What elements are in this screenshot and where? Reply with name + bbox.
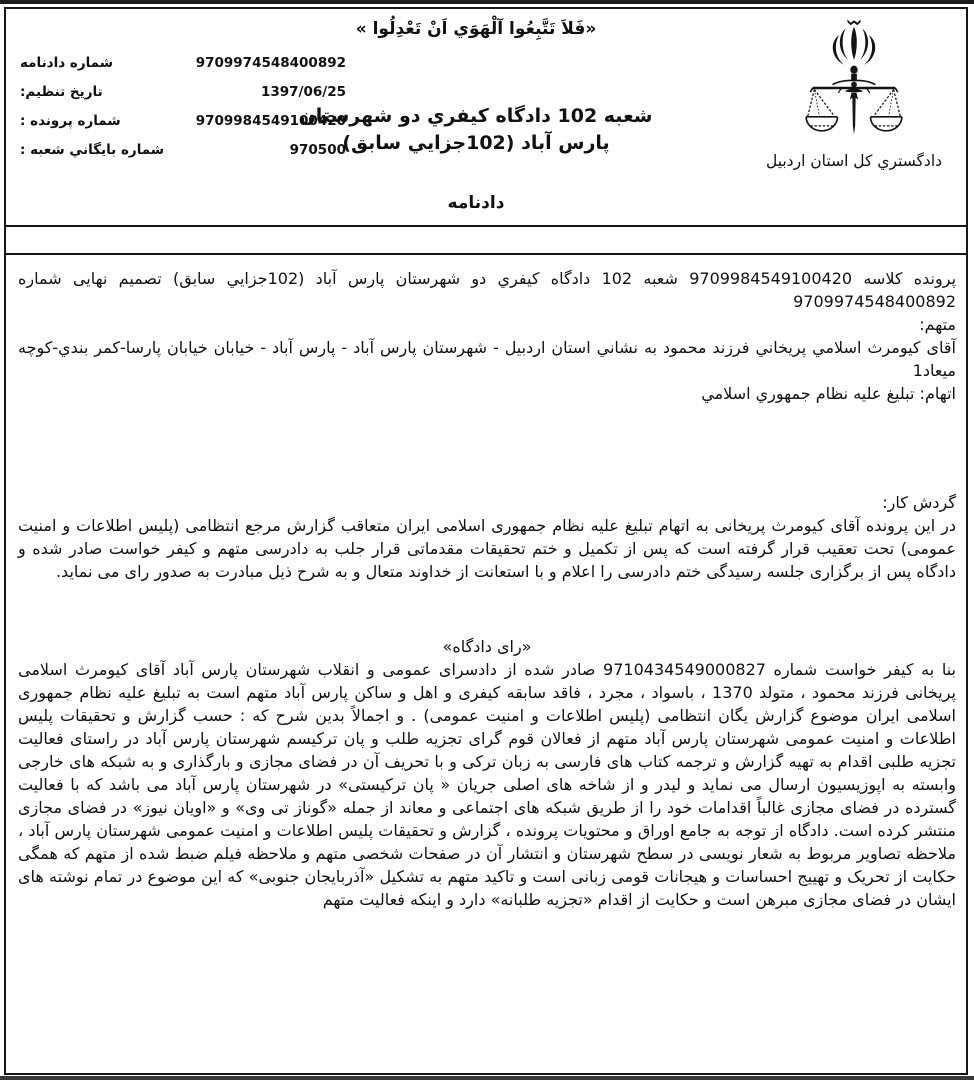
justice-department-block — [764, 13, 944, 172]
scan-edge-bottom — [0, 1076, 974, 1080]
defendant-label: متهم: — [919, 315, 956, 334]
quran-quote: «فَلاَ تَتَّبِعُوا آلْهَوَي اَنْ تَعْدِلُوا » — [355, 19, 597, 39]
field-verdict-number — [20, 55, 346, 71]
archive-number-label: شماره بایگاني شعبه : — [20, 142, 165, 158]
justice-department-name: دادگستري کل استان اردبیل — [765, 152, 943, 170]
scan-edge-top — [0, 0, 974, 4]
judiciary-scales-emblem — [804, 17, 904, 149]
procedure-text: در این پرونده آقای کیومرث پریخانی به اتهام تبلیغ علیه نظام جمهوری اسلامی ایران متعاقب گزارش مرجع انتظامی (پلیس اطلاعات و امنیت عمومی) تحت تعقیب قرار گرفته است که پس از تکمیل و ختم تحقیقات مقدماتی قرار جلب به دادرسی متهم و کیفر خواست صادر شده و دادگاه پس از برگزاری جلسه رسیدگی ختم دادرسی را اعلام و با استعانت از خداوند متعال و به شرح ذیل مبادرت به صدور رای می نماید. — [18, 516, 956, 581]
verdict-number-label: شماره دادنامه — [20, 55, 114, 71]
field-issue-date — [20, 84, 346, 100]
archive-number-value: 970500 — [289, 142, 346, 158]
divider-band — [6, 227, 966, 255]
verdict-heading: «رای دادگاه» — [442, 637, 532, 656]
defendant-info: آقای کیومرث اسلامي پریخاني فرزند محمود به نشاني استان اردبیل - شهرستان پارس آباد - پارس آباد - خیابان خیابان پارسا-کمر بندي-کوچه میعاد1 — [18, 338, 956, 380]
court-branch-name: شعبه 102 دادگاه کیفري دو شهرستان پارس آباد (102جزایي سابق) — [299, 105, 653, 154]
issue-date-value: 1397/06/25 — [260, 84, 346, 100]
document-header — [6, 9, 966, 227]
case-number-value: 9709984549100420 — [195, 113, 346, 129]
issue-date-label: تاریخ تنظیم: — [20, 84, 103, 100]
verdict-number-value: 9709974548400892 — [195, 55, 346, 71]
procedure-heading: گردش کار: — [882, 493, 956, 512]
case-intro: پرونده کلاسه 9709984549100420 شعبه 102 دادگاه کیفري دو شهرستان پارس آباد (102جزایي سابق) تصمیم نهایی شماره 9709974548400892 — [18, 269, 957, 311]
verdict-body — [6, 255, 966, 1073]
case-number-label: شماره پرونده : — [20, 113, 121, 129]
charge-line: اتهام: تبلیغ علیه نظام جمهوري اسلامي — [701, 384, 956, 403]
document-title: دادنامه — [447, 193, 505, 213]
verdict-text: بنا به کیفر خواست شماره 9710434549000827 صادر شده از دادسرای عمومی و انقلاب شهرستان پارس آباد آقای کیومرث اسلامی پریخانی فرزند محمود ، متولد 1370 ، باسواد ، مجرد ، فاقد سابقه کیفری و اهل و ساکن پارس آباد متهم است به تبلیغ علیه نظام جمهوری اسلامی ایران موضوع گزارش یگان انتظامی (پلیس اطلاعات و امنیت عمومی) . و اجمالاً بدین شرح که : حسب گزارش و تحقیقات پلیس اطلاعات و امنیت عمومی شهرستان پارس آباد متهم از فعالان قوم گرای تجزیه طلب و پان ترکیسم شهرستان پارس آباد در راستای فعالیت تجزیه طلبی اقدام به تهیه گزارش و ترجمه کتاب های فارسی به زبان ترکی و با تحریف آن در فضای مجازی و بارگذاری و به شبکه های خارجی وابسته به اپوزیسیون ارسال می نماید و لیدر و از شاخه های اصلی جریان « پان ترکیستی» در شهرستان پارس آباد می باشد که با فعالیت گسترده در فضای مجازی غالباً اقدامات خود را از طریق شبکه های اجتماعی و معاند از جمله «گوناز تی وی» و «اویان نیوز» در فضای مجازی منتشر کرده است. دادگاه از توجه به جامع اوراق و محتویات پرونده ، گزارش و تحقیقات پلیس اطلاعات و امنیت عمومی شهرستان پارس آباد ، ملاحظه تصاویر مربوط به شعار نویسی در سطح شهرستان و انتشار آن در صفحات شخصی متهم و ملاحظه فیلم ضبط شده از متهم که همگی حکایت از تحریک و تهییج احساسات و هیجانات قومی زبانی است و تاکید متهم به تشکیل «آذربایجان جنوبی» که این موضوع در تمام نوشته های ایشان در فضای مجازی مبرهن است و حکایت از اقدام «تجزیه طلبانه» دارد و اینکه فعالیت متهم — [18, 660, 957, 909]
verdict-document — [4, 7, 968, 1075]
